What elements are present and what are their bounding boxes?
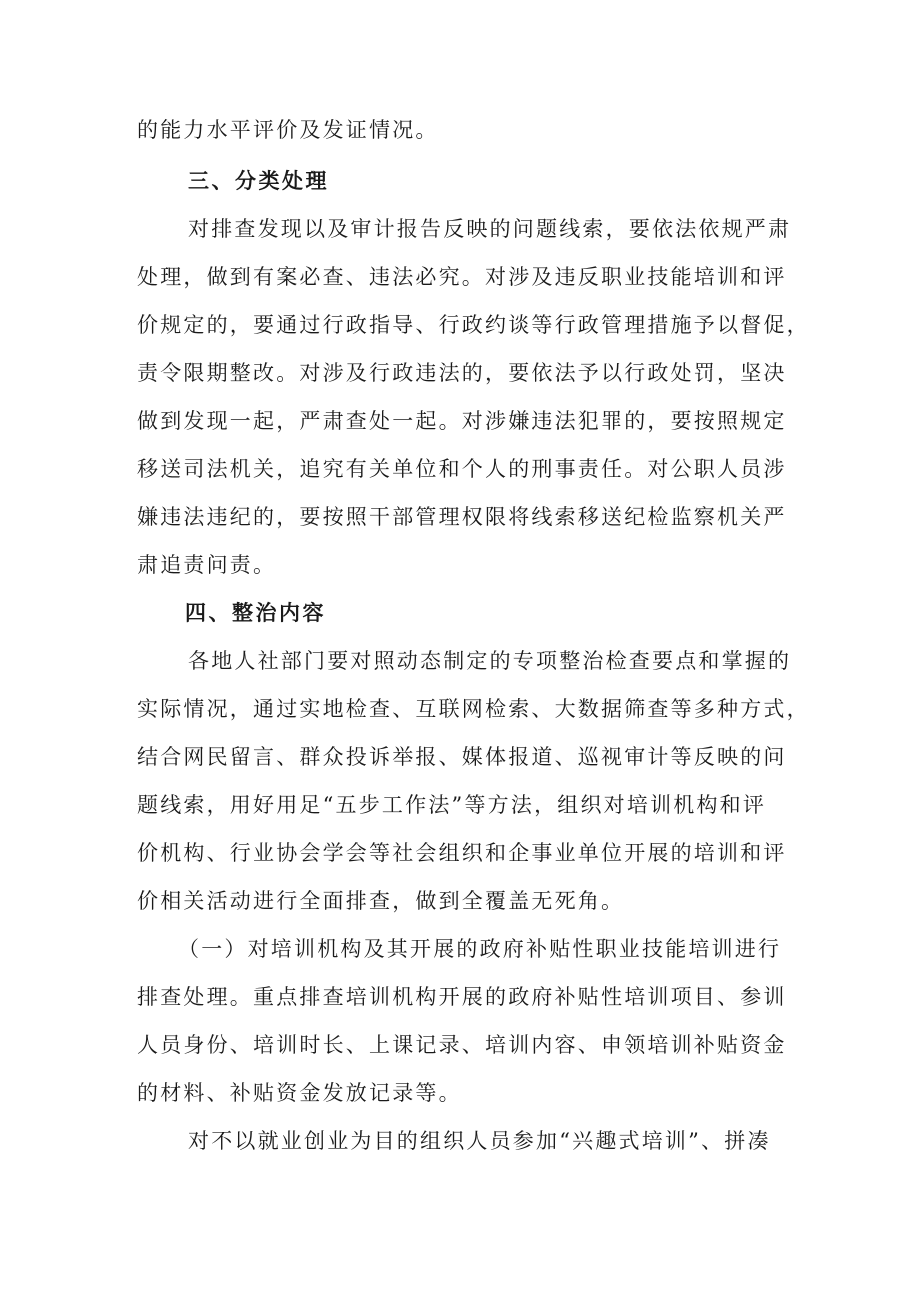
paragraph-line: 人员身份、培训时长、上课记录、培训内容、申领培训补贴资金 xyxy=(137,1033,787,1057)
paragraph-line: 对不以就业创业为目的组织人员参加“兴趣式培训”、拼凑 xyxy=(188,1129,771,1153)
paragraph-line: 各地人社部门要对照动态制定的专项整治检查要点和掌握的 xyxy=(188,649,792,673)
paragraph-line: 责令限期整改。对涉及行政违法的，要依法予以行政处罚，坚决 xyxy=(137,361,787,385)
paragraph-line: 处理，做到有案必查、违法必究。对涉及违反职业技能培训和评 xyxy=(137,265,787,289)
paragraph-line: （一）对培训机构及其开展的政府补贴性职业技能培训进行 xyxy=(178,937,782,961)
section-heading-4: 四、整治内容 xyxy=(185,601,326,625)
paragraph-line: 肃追责问责。 xyxy=(137,553,277,577)
section-heading-3: 三、分类处理 xyxy=(188,169,329,193)
paragraph-line: 的能力水平评价及发证情况。 xyxy=(137,118,439,142)
paragraph-line: 的材料、补贴资金发放记录等。 xyxy=(137,1081,462,1105)
paragraph-line: 价相关活动进行全面排查，做到全覆盖无死角。 xyxy=(137,889,625,913)
paragraph-line: 价机构、行业协会学会等社会组织和企事业单位开展的培训和评 xyxy=(137,841,787,865)
paragraph-line: 实际情况，通过实地检查、互联网检索、大数据筛查等多种方式， xyxy=(137,697,810,721)
paragraph-line: 结合网民留言、群众投诉举报、媒体报道、巡视审计等反映的问 xyxy=(137,745,787,769)
paragraph-line: 做到发现一起，严肃查处一起。对涉嫌违法犯罪的，要按照规定 xyxy=(137,409,787,433)
paragraph-line: 移送司法机关，追究有关单位和个人的刑事责任。对公职人员涉 xyxy=(137,457,787,481)
paragraph-line: 排查处理。重点排查培训机构开展的政府补贴性培训项目、参训 xyxy=(137,985,787,1009)
paragraph-line: 题线索，用好用足“五步工作法”等方法，组织对培训机构和评 xyxy=(137,793,767,817)
paragraph-line: 对排查发现以及审计报告反映的问题线索，要依法依规严肃 xyxy=(188,217,792,241)
paragraph-line: 嫌违法违纪的，要按照干部管理权限将线索移送纪检监察机关严 xyxy=(137,505,787,529)
paragraph-line: 价规定的，要通过行政指导、行政约谈等行政管理措施予以督促， xyxy=(137,313,810,337)
